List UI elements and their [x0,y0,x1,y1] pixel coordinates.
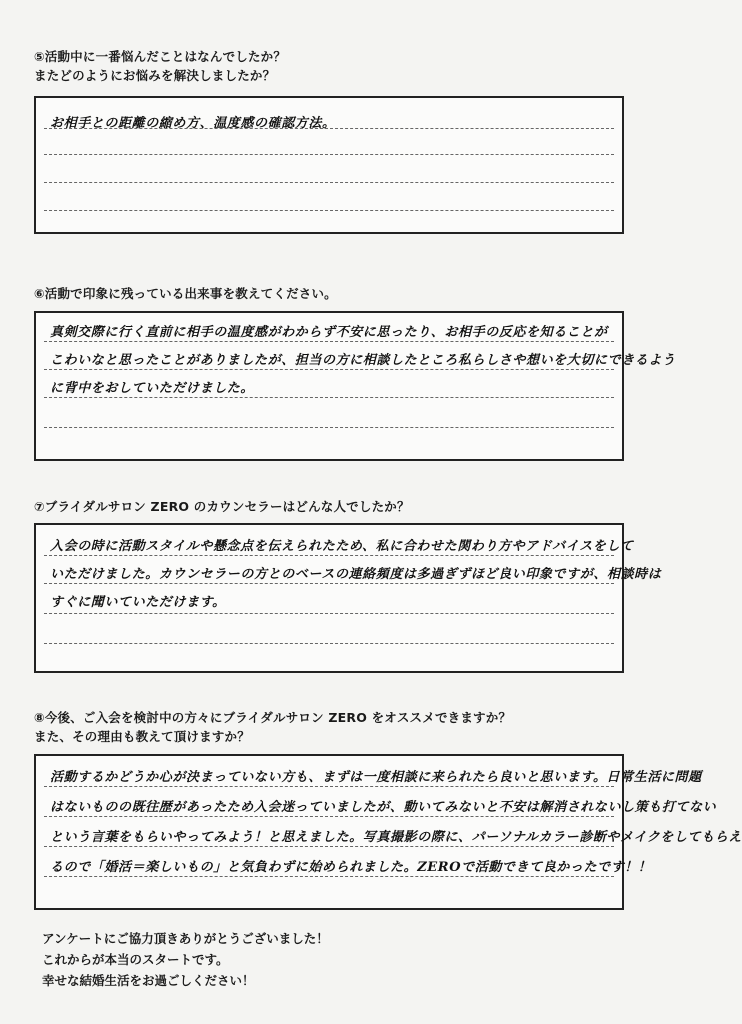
ruled-line [44,555,614,556]
answer-5-line-1: お相手との距離の縮め方、温度感の確認方法。 [50,116,336,131]
answer-7-line-2: いただけました。カウンセラーの方とのベースの連絡頻度は多過ぎずほど良い印象ですが、相談時は [50,567,662,582]
question-7-line-1: ⑦ブライダルサロン ZERO のカウンセラーはどんな人でしたか？ [34,499,410,514]
ruled-line [44,583,614,584]
ruled-line [44,182,614,183]
ruled-line [44,816,614,817]
answer-6-line-1: 真剣交際に行く直前に相手の温度感がわからず不安に思ったり、お相手の反応を知ることが [50,325,608,340]
question-6 [34,284,634,303]
answer-8-line-4: るので「婚活＝楽しいもの」と気負わずに始められました。ZEROで活動できて良かったです！！ [50,860,652,875]
ruled-line [44,846,614,847]
question-5-line-2: またどのようにお悩みを解決しましたか？ [34,68,276,83]
ruled-line [44,154,614,155]
closing-line-2: これからが本当のスタートです。 [42,952,229,967]
answer-box-7 [34,523,662,673]
answer-8-line-1: 活動するかどうか心が決まっていない方も、まずは一度相談に来られたら良いと思います。日常生活に問題 [50,770,702,785]
ruled-line [44,210,614,211]
question-6-line-1: ⑥活動で印象に残っている出来事を教えてください。 [34,286,337,301]
answer-8-line-3: という言葉をもらいやってみよう！と思えました。写真撮影の際に、パーソナルカラー診断やメイクをしてもらえ [50,830,742,845]
ruled-line [44,369,614,370]
question-5 [34,47,634,85]
ruled-line [44,786,614,787]
answer-box-8 [34,754,742,910]
ruled-line [44,876,614,877]
question-5-line-1: ⑤活動中に一番悩んだことはなんでしたか？ [34,49,287,64]
closing-message [42,928,602,991]
ruled-line [44,643,614,644]
answer-7-line-1: 入会の時に活動スタイルや懸念点を伝えられたため、私に合わせた関わり方やアドバイスをして [50,539,634,554]
ruled-line [44,128,614,129]
answer-box-5 [34,96,624,234]
question-8 [34,708,634,746]
answer-box-6 [34,311,676,461]
closing-line-1: アンケートにご協力頂きありがとうございました！ [42,931,329,946]
question-8-line-1: ⑧今後、ご入会を検討中の方々にブライダルサロン ZERO をオススメできますか？ [34,710,512,725]
answer-7-line-3: すぐに聞いていただけます。 [50,595,226,610]
ruled-line [44,613,614,614]
answer-6-line-3: に背中をおしていただけました。 [50,381,255,396]
question-7 [34,497,634,516]
ruled-line [44,341,614,342]
answer-8-line-2: はないものの既往歴があったため入会迷っていましたが、動いてみないと不安は解消されないし策も打てない [50,800,717,815]
closing-line-3: 幸せな結婚生活をお過ごしください！ [42,973,255,988]
answer-6-line-2: こわいなと思ったことがありましたが、担当の方に相談したところ私らしさや想いを大切にできるよう [50,353,676,368]
question-8-line-2: また、その理由も教えて頂けますか？ [34,729,250,744]
ruled-line [44,427,614,428]
ruled-line [44,397,614,398]
